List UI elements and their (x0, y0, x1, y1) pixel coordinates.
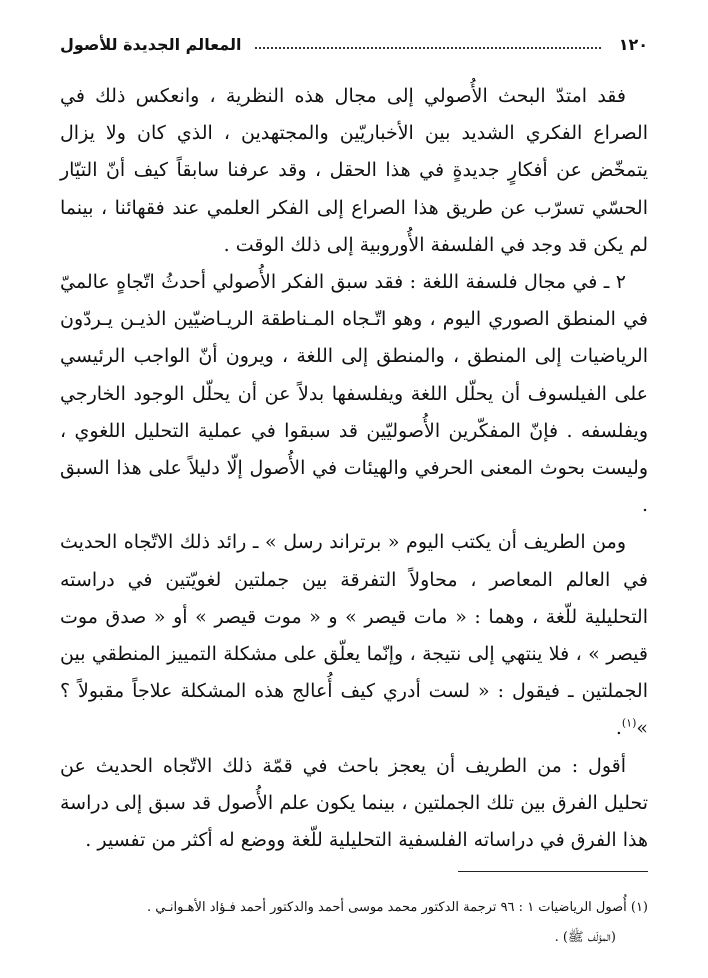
page-number: ١٢٠ (618, 34, 648, 54)
paragraph-3-text: ومن الطريف أن يكتب اليوم « برتراند رسل » ـ رائد ذلك الاتّجاه الحديث في العالم المعاصر ، محاولاً التفرقة بين جملتين لغويّتين في دراسته التحليلية للّغة ، وهما : « مات قيصر » و « موت قيصر » أو « صدق موت قيصر » ، فلا ينتهي إلى نتيجة ، وإنّما يعلّق على مشكلة التمييز المنطقي بين الجملتين ـ فيقول : « لست أدري كيف أُعالج هذه المشكلة علاجاً مقبولاً ؟ » (60, 531, 648, 740)
paragraph-3: ومن الطريف أن يكتب اليوم « برتراند رسل » ـ رائد ذلك الاتّجاه الحديث في العالم المعاصر ، محاولاً التفرقة بين جملتين لغويّتين في دراسته التحليلية للّغة ، وهما : « مات قيصر » و « موت قيصر » أو « صدق موت قيصر » ، فلا ينتهي إلى نتيجة ، وإنّما يعلّق على مشكلة التمييز المنطقي بين الجملتين ـ فيقول : « لست أدري كيف أُعالج هذه المشكلة علاجاً مقبولاً ؟ »$^{(١)}$. (60, 531, 648, 740)
paragraph-1: فقد امتدّ البحث الأُصولي إلى مجال هذه النظرية ، وانعكس ذلك في الصراع الفكري الشديد بين الأخباريّين والمجتهدين ، الذي كان ولا يزال يتمخّض عن أفكارٍ جديدةٍ في هذا الحقل ، وقد عرفنا سابقاً كيف أنّ التيّار الحسّي تسرّب عن طريق هذا الصراع إلى الفكر العلمي عند فقهائنا ، بينما لم يكن قد وجد في الفلسفة الأُوروبية إلى ذلك الوقت . (60, 85, 648, 256)
dotted-leader (255, 47, 600, 49)
paragraph-2: ٢ ـ في مجال فلسفة اللغة : فقد سبق الفكر الأُصولي أحدثُ اتّجاهٍ عالميّ في المنطق الصوري اليوم ، وهو اتّـجاه المـناطقة الريـاضيّين الذيـن يـردّون الرياضيات إلى المنطق ، والمنطق إلى اللغة ، ويرون أنّ الواجب الرئيسي على الفيلسوف أن يحلّل اللغة ويفلسفها بدلاً عن أن يحلّل الوجود الخارجي ويفلسفه . فإنّ المفكّرين الأُصوليّين قد سبقوا في عملية التحليل اللغوي ، وليست بحوث المعنى الحرفي والهيئات في الأُصول إلّا دليلاً على هذا السبق . (60, 271, 648, 517)
page (60, 0, 648, 978)
footnote-separator (458, 871, 648, 872)
footnote-1-author-note: (المؤلّف ﷺ) . (554, 930, 616, 945)
running-header (60, 30, 648, 58)
paragraph-4: أقول : من الطريف أن يعجز باحث في قمّة ذلك الاتّجاه الحديث عن تحليل الفرق بين تلك الجملتين ، بينما يكون علم الأُصول قد سبق إلى دراسة هذا الفرق في دراساته الفلسفية التحليلية للّغة ووضع له أكثر من تفسير . (60, 754, 648, 852)
footnotes (60, 893, 648, 953)
footnote-reference[interactable]: (١) (621, 717, 637, 731)
main-text (60, 78, 648, 859)
book-title: المعالم الجديدة للأصول (60, 34, 242, 54)
footnote-1: (١) أُصول الرياضيات ١ : ٩٦ ترجمة الدكتور محمد موسى أحمد والدكتور أحمد فـؤاد الأهـوانـي . (147, 900, 648, 915)
